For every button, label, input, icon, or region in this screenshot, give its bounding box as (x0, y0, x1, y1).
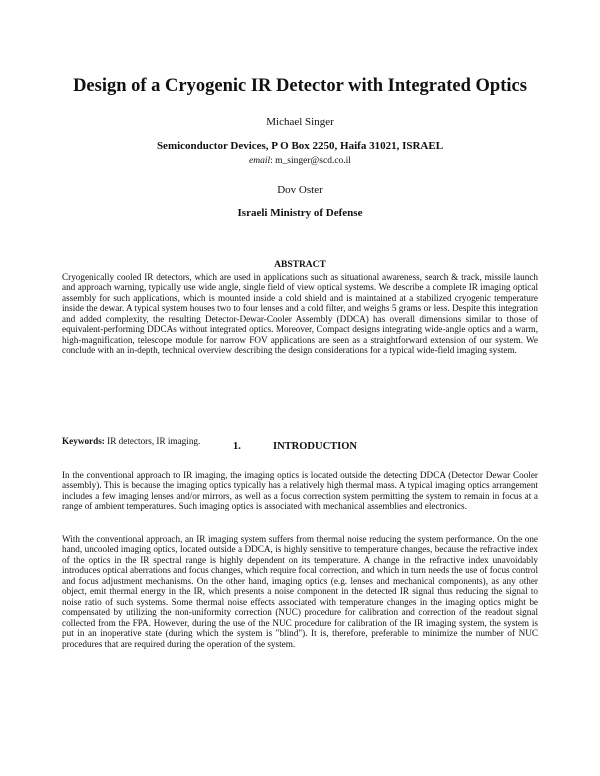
section-number: 1. (233, 441, 241, 452)
keywords-label: Keywords: (62, 436, 105, 446)
abstract-text: Cryogenically cooled IR detectors, which are used in applications such as situational awareness, search & track, missile launch and approach warning, typically use wide angle, single field of view optical systems. We describe a complete IR imaging optical assembly for such applications, which is mounted inside a cold shield and is maintained at a stabilized cryogenic temperature inside the dewar. A typical system houses two to four lenses and a cold filter, and weighs 5 grams or less. Despite this integration and added complexity, the resulting Detector-Dewar-Cooler Assembly (DDCA) has overall dimensions similar to those of equivalent-performing DDCAs without integrated optics. Moreover, Compact designs integrating wide-angle optics and a warm, high-magnification, telescope module for narrow FOV applications are seen as a straightforward extension of our system. We conclude with an in-depth, technical overview describing the design considerations for a typical wide-field imaging system. (62, 272, 538, 356)
abstract-heading: ABSTRACT (274, 260, 326, 270)
email-label: email (249, 156, 271, 166)
section-title: INTRODUCTION (273, 441, 358, 452)
second-author-name: Dov Oster (277, 184, 323, 196)
email-address: : m_singer@scd.co.il (270, 156, 351, 166)
paper-title: Design of a Cryogenic IR Detector with Integrated Optics (73, 76, 527, 96)
intro-paragraph-1: In the conventional approach to IR imaging, the imaging optics is located outside the detecting DDCA (Detector Dewar Cooler assembly). This is because the imaging optics typically has a relatively high thermal mass. A typical imaging optics arrangement includes a few imaging lenses and/or mirrors, as well as a focus correction system permitting the system to remain in focus at a range of ambient temperatures. Such imaging optics is associated with mechanical assemblies and electronics. (62, 470, 538, 512)
author-affiliation: Semiconductor Devices, P O Box 2250, Haifa 31021, ISRAEL (156, 140, 444, 152)
second-author-affiliation: Israeli Ministry of Defense (237, 207, 363, 219)
author-email (0, 156, 600, 166)
author-name: Michael Singer (266, 116, 334, 128)
keywords-text: IR detectors, IR imaging. (104, 436, 201, 446)
intro-paragraph-2: With the conventional approach, an IR imaging system suffers from thermal noise reducing the system performance. On the one hand, uncooled imaging optics, located outside a DDCA, is highly sensitive to temperature changes, because the refractive index of the optics in the IR spectral range is highly dependent on its temperature. A change in the refractive index unavoidably introduces optical aberrations and focus changes, which require focal correction, and which in turn needs the use of focus control and focus adjustment mechanisms. On the other hand, imaging optics (e.g. lenses and mechanical components), as any other object, emit thermal energy in the IR, which presents a noise component in the detected IR signal thus reducing the signal to noise ratio of such systems. Some thermal noise effects associated with temperature changes in the imaging optics might be compensated by utilizing the non-uniformity correction (NUC) procedure for calibration and correction of the readout signal collected from the FPA. However, during the use of the NUC procedure for calibration of the IR imaging system, the system is put in an inoperative state (during which the system is "blind"). It is, therefore, preferable to minimize the number of NUC procedures that are required during the operation of the system. (62, 534, 538, 649)
keywords-line (62, 436, 200, 446)
